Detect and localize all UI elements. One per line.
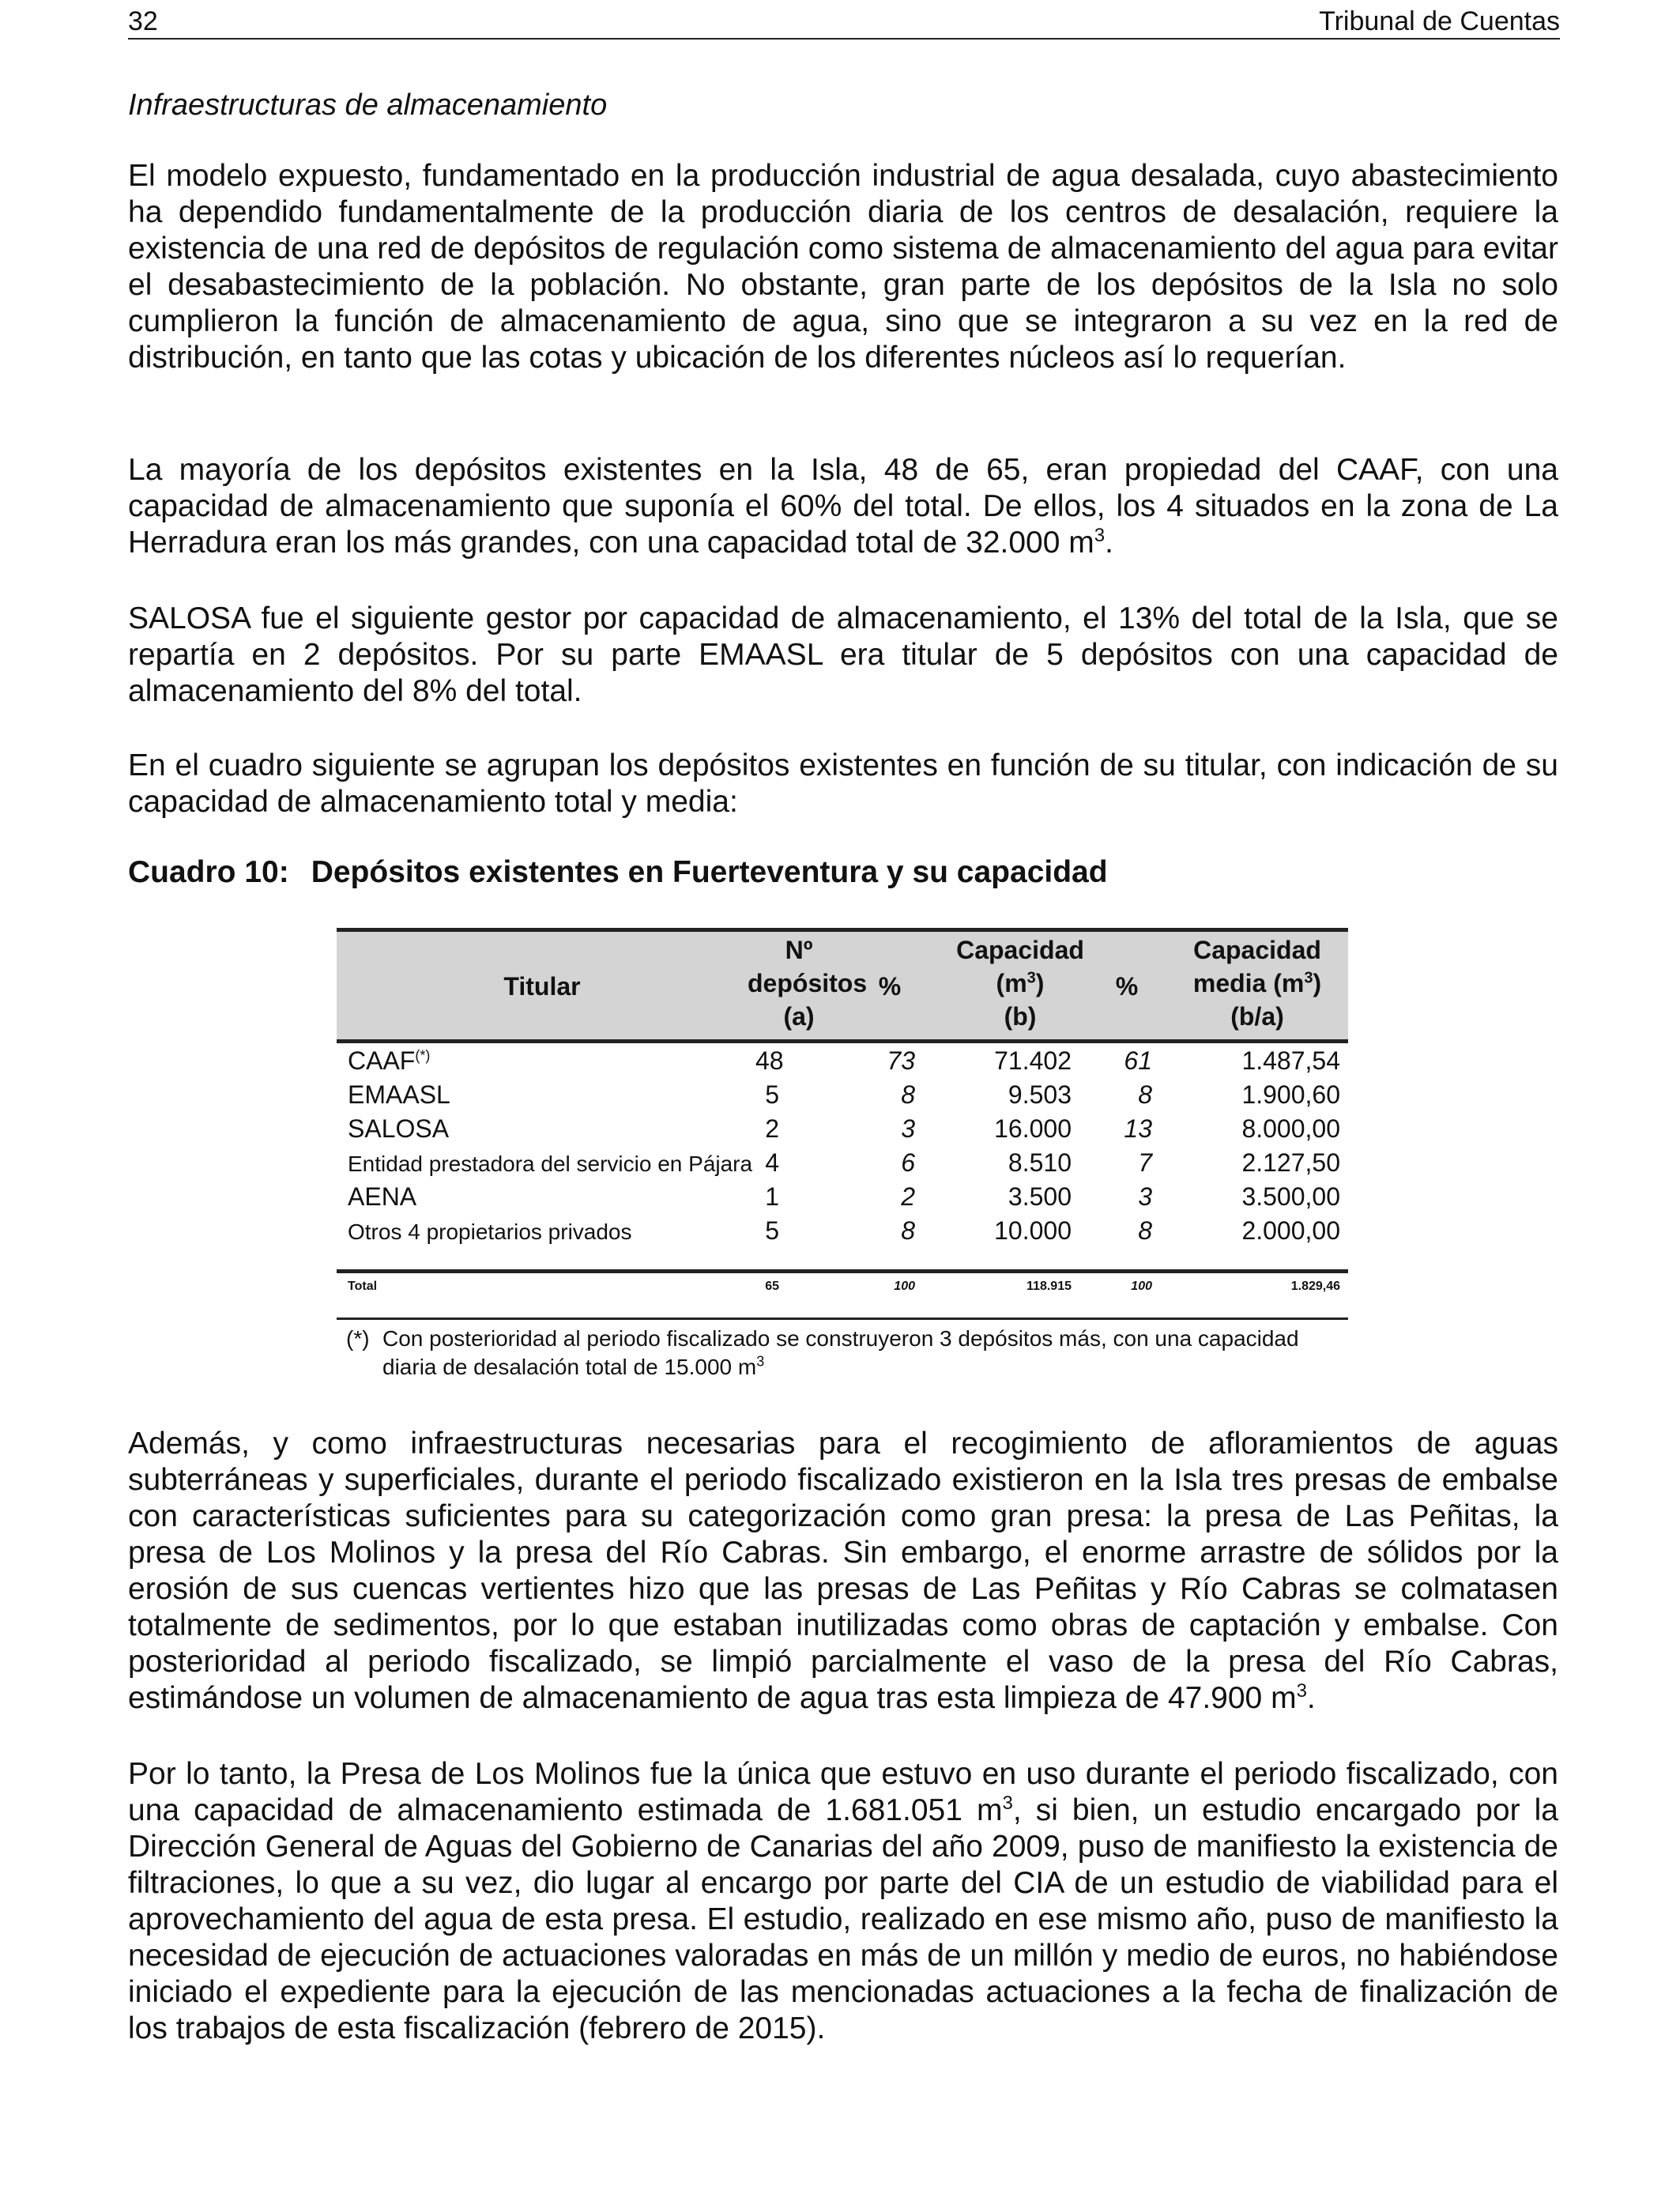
- table-row: Otros 4 propietarios privados 5 8 10.000 8 2.000,00: [348, 1216, 1340, 1245]
- footnote-mark: (*): [346, 1326, 370, 1351]
- paragraph-3: SALOSA fue el siguiente gestor por capacidad de almacenamiento, el 13% del total de la Isla, que se repartía en 2 depósitos. Por su parte EMAASL era titular de 5 depósitos con una capacidad de almacenamiento del 8% del total.: [128, 601, 1558, 708]
- table-row: Entidad prestadora del servicio en Pájara 4 6 8.510 7 2.127,50: [348, 1148, 1340, 1177]
- table-caption-label: Cuadro 10:: [128, 855, 289, 889]
- table-row: SALOSA 2 3 16.000 13 8.000,00: [348, 1114, 1340, 1143]
- table-caption: [128, 855, 1108, 890]
- header-titular: Titular: [503, 972, 581, 1001]
- paragraph-6: Por lo tanto, la Presa de Los Molinos fue la única que estuvo en uso durante el periodo fiscalizado, con una capacidad de almacenamiento estimada de 1.681.051 $m^3$, si bien, un estudio encargado por la Dirección General de Aguas del Gobierno de Canarias del año 2009, puso de manifiesto la existencia de filtraciones, lo que a su vez, dio lugar al encargo por parte del CIA de un estudio de viabilidad para el aprovechamiento del agua de esta presa. El estudio, realizado en ese mismo año, puso de manifiesto la necesidad de ejecución de actuaciones valoradas en más de un millón y medio de euros, no habiéndose iniciado el expediente para la ejecución de las mencionadas actuaciones a la fecha de finalización de los trabajos de esta fiscalización (febrero de 2015).: [128, 1757, 1558, 2045]
- section-title: Infraestructuras de almacenamiento: [128, 89, 608, 122]
- footnote-text: Con posterioridad al periodo fiscalizado se construyeron 3 depósitos más, con una capacidad diaria de desalación total de 15.000 $m^3$: [382, 1326, 1299, 1379]
- paragraph-1: El modelo expuesto, fundamentado en la producción industrial de agua desalada, cuyo abastecimiento ha dependido fundamentalmente de la producción diaria de los centros de desalación, requiere la existencia de una red de depósitos de regulación como sistema de almacenamiento del agua para evitar el desabastecimiento de la población. No obstante, gran parte de los depósitos de la Isla no solo cumplieron la función de almacenamiento de agua, sino que se integraron a su vez en la red de distribución, en tanto que las cotas y ubicación de los diferentes núcleos así lo requerían.: [128, 159, 1558, 375]
- publisher-name: Tribunal de Cuentas: [1319, 6, 1560, 36]
- table-row: EMAASL 5 8 9.503 8 1.900,60: [348, 1080, 1340, 1109]
- header-pct-2: %: [1115, 972, 1139, 1001]
- header-pct-1: %: [878, 972, 902, 1001]
- paragraph-2: La mayoría de los depósitos existentes en la Isla, 48 de 65, eran propiedad del CAAF, con una capacidad de almacenamiento que suponía el 60% del total. De ellos, los 4 situados en la zona de La Herradura eran los más grandes, con una capacidad total de 32.000 $m^3$.: [128, 453, 1558, 560]
- header-num-deposits: Nº depósitos (a): [748, 936, 868, 1031]
- paragraph-5: Además, y como infraestructuras necesarias para el recogimiento de afloramientos de aguas subterráneas y superficiales, durante el periodo fiscalizado existieron en la Isla tres presas de embalse con características suficientes para su categorización como gran presa: la presa de Las Peñitas, la presa de Los Molinos y la presa del Río Cabras. Sin embargo, el enorme arrastre de sólidos por la erosión de sus cuencas vertientes hizo que las presas de Las Peñitas y Río Cabras se colmatasen totalmente de sedimentos, por lo que estaban inutilizadas como obras de captación y embalse. Con posterioridad al periodo fiscalizado, se limpió parcialmente el vaso de la presa del Río Cabras, estimándose un volumen de almacenamiento de agua tras esta limpieza de 47.900 $m^3$.: [128, 1427, 1558, 1715]
- header-average-capacity: Capacidad media $(m^3)$ (b/a): [1192, 936, 1322, 1031]
- paragraph-4: En el cuadro siguiente se agrupan los depósitos existentes en función de su titular, con indicación de su capacidad de almacenamiento total y media:: [128, 748, 1558, 819]
- page-header: [128, 3, 1560, 40]
- table-total-row: Total 65 100 118.915 100 1.829,46: [337, 1269, 1348, 1320]
- table-caption-title: Depósitos existentes en Fuerteventura y su capacidad: [311, 855, 1108, 889]
- table-row: CAAF(*) 48 73 71.402 61 1.487,54: [348, 1046, 1340, 1075]
- header-capacity: Capacidad $(m^3)$ (b): [956, 936, 1084, 1031]
- table-header: [337, 928, 1348, 1043]
- page-number: 32: [128, 6, 158, 36]
- table-row: AENA 1 2 3.500 3 3.500,00: [348, 1182, 1340, 1211]
